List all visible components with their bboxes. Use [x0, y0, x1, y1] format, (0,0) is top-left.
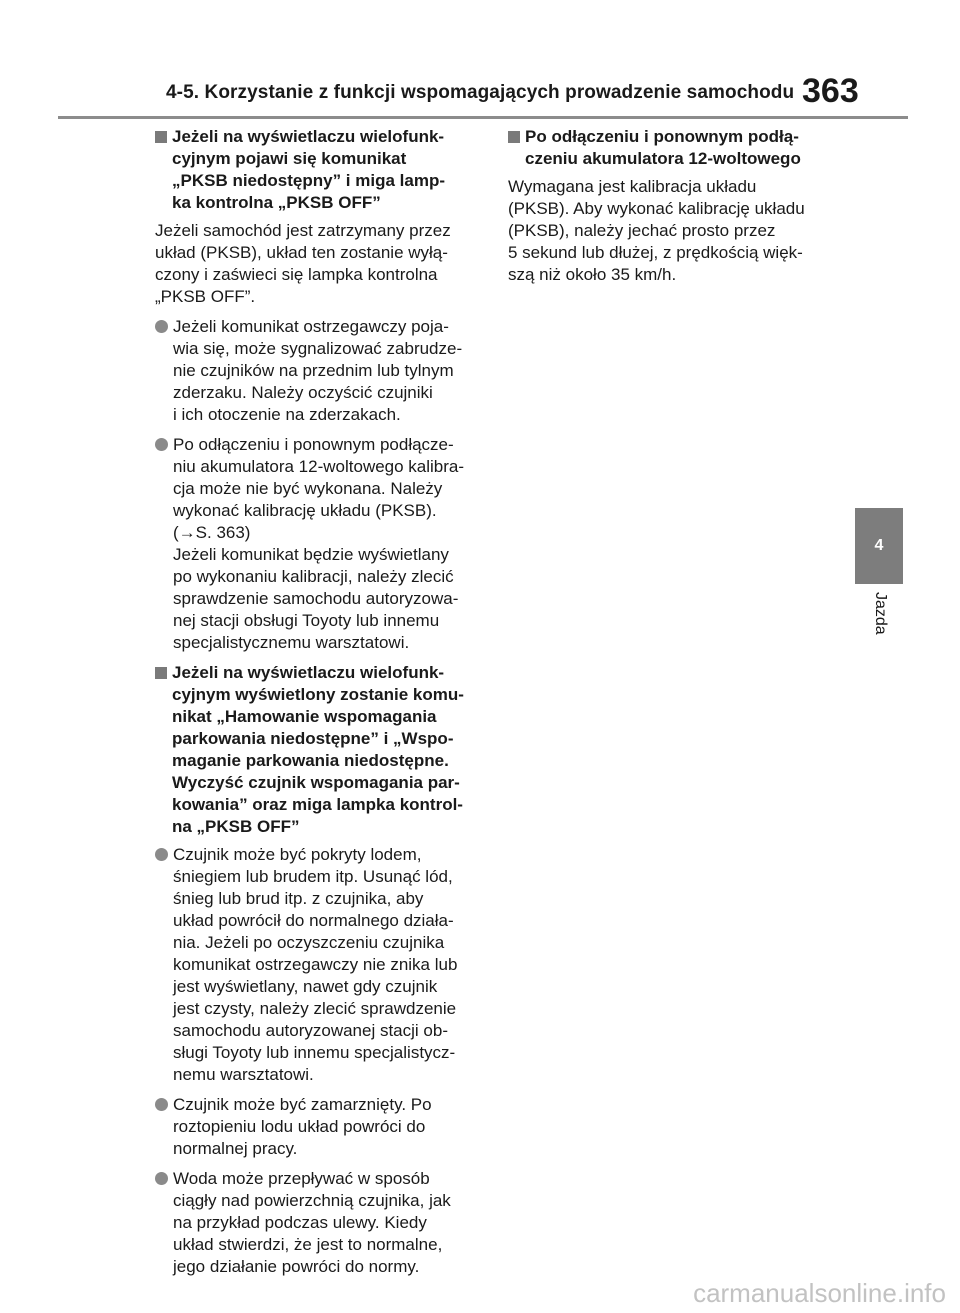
round-bullet-icon [155, 438, 168, 451]
section-heading-pksb-unavailable: Jeżeli na wyświetlaczu wielofunk- cyjnym pojawi się komunikat „PKSB niedostępny” i miga lamp- ka kontrolna „PKSB OFF” [155, 126, 475, 214]
section-heading-parking-assist-unavailable: Jeżeli na wyświetlaczu wielofunk- cyjnym wyświetlony zostanie komu- nikat „Hamowanie wspomagania parkowania niedostępne” i „Wspo- maganie parkowania niedostępne. Wyczyść czujnik wspomagania par- kowania” oraz miga lampka kontrol- na „PKSB OFF” [155, 662, 475, 838]
square-bullet-icon [155, 667, 167, 679]
round-bullet-icon [155, 1172, 168, 1185]
bullet-item: Woda może przepływać w sposób ciągły nad powierzchnią czujnika, jak na przykład podczas ulewy. Kiedy układ stwierdzi, że jest to normalne, jego działanie powróci do normy. [155, 1168, 475, 1278]
square-bullet-icon [155, 131, 167, 143]
chapter-tab: 4 [855, 508, 903, 584]
bullet-item: Jeżeli komunikat ostrzegawczy poja- wia się, może sygnalizować zabrudze- nie czujników na przednim lub tylnym zderzaku. Należy oczyścić czujniki i ich otoczenie na zderzakach. [155, 316, 475, 426]
header-divider [58, 116, 908, 119]
section-paragraph: Jeżeli samochód jest zatrzymany przez układ (PKSB), układ ten zostanie wyłą- czony i zaświeci się lampka kontrolna „PKSB OFF”. [155, 221, 451, 306]
section-heading-battery-reconnect: Po odłączeniu i ponownym podłą- czeniu akumulatora 12-woltowego [508, 126, 818, 170]
round-bullet-icon [155, 1098, 168, 1111]
left-column [155, 126, 475, 1286]
page-reference-link[interactable]: (→S. 363) [173, 523, 251, 542]
bullet-item: Czujnik może być pokryty lodem, śniegiem lub brudem itp. Usunąć lód, śnieg lub brud itp. z czujnika, aby układ powrócił do normalnego działa- nia. Jeżeli po oczyszczeniu czujnika komunikat ostrzegawczy nie znika lub jest wyświetlany, nawet gdy czujnik jest czysty, należy zlecić sprawdzenie samochodu autoryzowanej stacji ob- sługi Toyoty lub innemu specjalistycz- nemu warsztatowi. [155, 844, 475, 1086]
page-number: 363 [802, 72, 859, 110]
round-bullet-icon [155, 320, 168, 333]
chapter-label: Jazda [872, 592, 889, 635]
bullet-item: Po odłączeniu i ponownym podłącze- niu akumulatora 12-woltowego kalibra- cja może nie być wykonana. Należy wykonać kalibrację układu (PKSB). (→S. 363) Jeżeli komunikat będzie wyświetlany po wykonaniu kalibracji, należy zlecić sprawdzenie samochodu autoryzowa- nej stacji obsługi Toyoty lub innemu specjalistycznemu warsztatowi. [155, 434, 475, 654]
right-column [508, 126, 818, 294]
round-bullet-icon [155, 848, 168, 861]
section-paragraph: Wymagana jest kalibracja układu (PKSB). Aby wykonać kalibrację układu (PKSB), należy jechać prosto przez 5 sekund lub dłużej, z prędkością więk- szą niż około 35 km/h. [508, 177, 805, 284]
section-header-title: 4-5. Korzystanie z funkcji wspomagających prowadzenie samochodu [166, 82, 795, 103]
watermark: carmanualsonline.info [693, 1278, 946, 1308]
square-bullet-icon [508, 131, 520, 143]
bullet-item: Czujnik może być zamarznięty. Po roztopieniu lodu układ powróci do normalnej pracy. [155, 1094, 475, 1160]
